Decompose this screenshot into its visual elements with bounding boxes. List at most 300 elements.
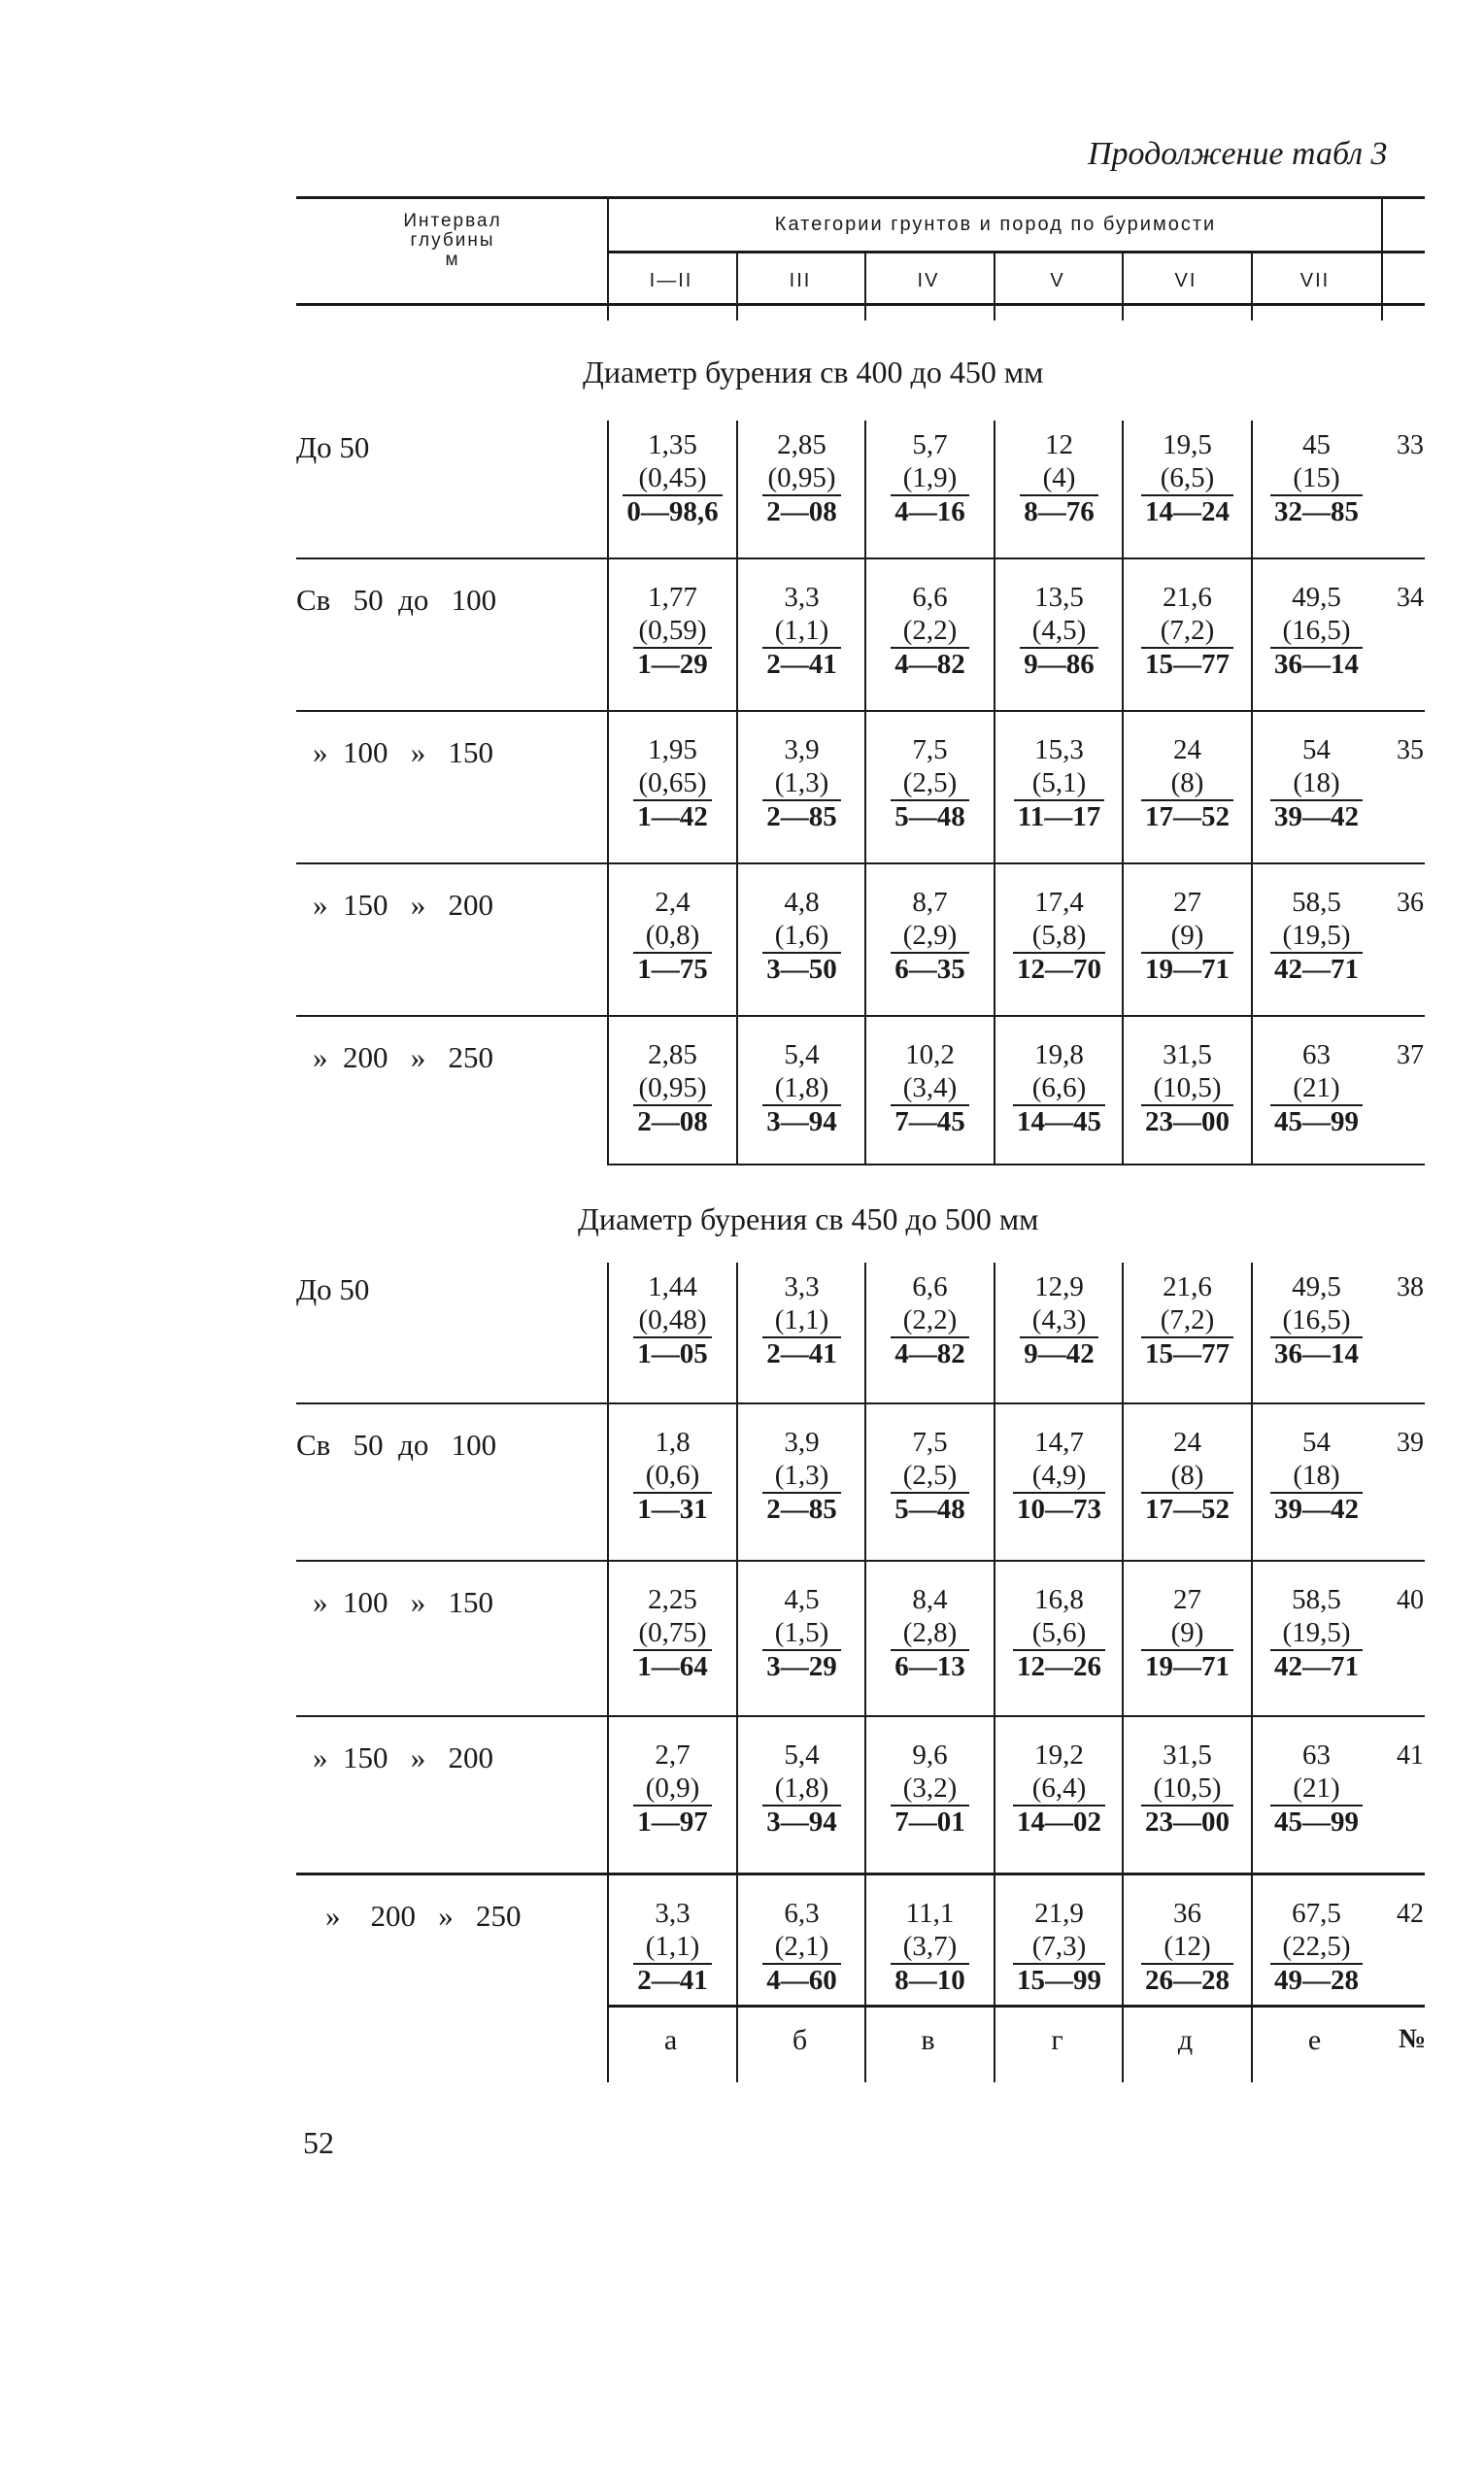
row-number: 38 xyxy=(1397,1272,1424,1302)
cell-price: 12—70 xyxy=(1013,952,1105,985)
rate-cell xyxy=(738,1583,865,1683)
header-column-divider xyxy=(1251,253,1253,321)
cell-bracket-value: (8) xyxy=(1170,1460,1204,1491)
cell-value: 6,6 xyxy=(912,582,948,613)
interval-title-line2: глубины xyxy=(410,230,495,251)
column-letter: г xyxy=(1051,2024,1063,2056)
cell-price: 11—17 xyxy=(1014,799,1104,832)
cell-bracket-value: (15) xyxy=(1293,462,1340,493)
interval-title-line1: Интервал xyxy=(403,211,502,231)
rate-cell xyxy=(1253,581,1380,681)
cell-bracket-value: (3,7) xyxy=(902,1931,958,1962)
header-interval-title xyxy=(301,212,604,270)
rate-cell xyxy=(609,1739,736,1839)
cell-price: 1—97 xyxy=(633,1805,712,1838)
cell-value: 17,4 xyxy=(1034,887,1084,918)
cell-value: 12 xyxy=(1045,429,1073,460)
cell-bracket-value: (18) xyxy=(1293,767,1340,798)
header-top-rule xyxy=(296,196,1425,199)
cell-bracket-value: (0,95) xyxy=(638,1072,707,1103)
depth-interval-label: Св 50 до 100 xyxy=(296,583,497,617)
rate-cell xyxy=(995,428,1123,528)
row-separator xyxy=(296,557,1425,559)
cell-bracket-value: (7,2) xyxy=(1160,615,1215,646)
cell-value: 1,95 xyxy=(648,734,697,765)
cell-value: 4,5 xyxy=(784,1584,820,1615)
header-column-divider xyxy=(864,253,866,321)
cell-bracket-value: (5,6) xyxy=(1031,1617,1087,1648)
cell-price: 6—35 xyxy=(891,952,969,985)
rate-cell xyxy=(1124,1583,1251,1683)
cell-bracket-value: (3,2) xyxy=(902,1773,958,1804)
cell-bracket-value: (0,8) xyxy=(645,920,700,951)
cell-bracket-value: (0,48) xyxy=(638,1304,707,1335)
cell-bracket-value: (1,3) xyxy=(774,767,829,798)
cell-value: 3,3 xyxy=(784,582,820,613)
rate-cell xyxy=(609,428,736,528)
cell-value: 58,5 xyxy=(1292,1584,1341,1615)
footer-column-divider xyxy=(864,2005,866,2082)
cell-bracket-value: (5,8) xyxy=(1031,920,1087,951)
cell-bracket-value: (10,5) xyxy=(1153,1072,1222,1103)
cell-value: 2,25 xyxy=(648,1584,697,1615)
cell-value: 21,6 xyxy=(1163,1271,1212,1302)
cell-bracket-value: (0,59) xyxy=(638,615,707,646)
rate-cell xyxy=(1124,1739,1251,1839)
depth-interval-label: До 50 xyxy=(296,1272,370,1306)
rate-cell xyxy=(995,1897,1123,1997)
rate-cell xyxy=(609,581,736,681)
cell-value: 2,7 xyxy=(655,1739,691,1771)
cell-price: 17—52 xyxy=(1141,799,1233,832)
cell-value: 9,6 xyxy=(912,1739,948,1771)
cell-bracket-value: (0,6) xyxy=(645,1460,700,1491)
cell-value: 12,9 xyxy=(1034,1271,1084,1302)
cell-value: 1,35 xyxy=(648,429,697,460)
cell-price: 9—42 xyxy=(1020,1336,1098,1369)
cell-price: 15—99 xyxy=(1013,1963,1105,1996)
row-separator xyxy=(296,1402,1425,1404)
cell-value: 16,8 xyxy=(1034,1584,1084,1615)
cell-price: 32—85 xyxy=(1270,494,1363,527)
cell-bracket-value: (1,1) xyxy=(774,615,829,646)
cell-bracket-value: (18) xyxy=(1293,1460,1340,1491)
cell-bracket-value: (6,5) xyxy=(1160,462,1215,493)
rate-cell xyxy=(866,1583,994,1683)
rate-cell xyxy=(609,1426,736,1526)
cell-price: 14—24 xyxy=(1141,494,1233,527)
interval-title-line3: м xyxy=(445,250,460,270)
row-separator xyxy=(296,862,1425,864)
rate-cell xyxy=(738,581,865,681)
cell-value: 49,5 xyxy=(1292,1271,1341,1302)
cell-bracket-value: (5,1) xyxy=(1031,767,1087,798)
cell-value: 67,5 xyxy=(1292,1898,1341,1929)
rate-cell xyxy=(609,1270,736,1370)
cell-value: 4,8 xyxy=(784,887,820,918)
rate-cell xyxy=(995,1583,1123,1683)
number-column-label: № xyxy=(1399,2024,1427,2054)
cell-value: 5,4 xyxy=(784,1739,820,1771)
column-letter: б xyxy=(792,2024,808,2056)
depth-interval-label: » 200 » 250 xyxy=(325,1899,522,1933)
cell-value: 36 xyxy=(1173,1898,1201,1929)
rate-cell xyxy=(1253,733,1380,833)
cell-bracket-value: (2,1) xyxy=(774,1931,829,1962)
rate-cell xyxy=(1124,581,1251,681)
page-reference: Продолжение табл 3 xyxy=(1088,136,1388,172)
cell-value: 31,5 xyxy=(1163,1039,1212,1070)
rate-cell xyxy=(738,1897,865,1997)
rate-cell xyxy=(1253,428,1380,528)
rate-cell xyxy=(1124,1426,1251,1526)
row-number: 42 xyxy=(1397,1899,1424,1929)
column-header: III xyxy=(789,270,812,291)
footer-rule xyxy=(607,2005,1425,2008)
cell-price: 14—02 xyxy=(1013,1805,1105,1838)
cell-price: 23—00 xyxy=(1141,1805,1233,1838)
cell-price: 0—98,6 xyxy=(623,494,722,527)
cell-price: 17—52 xyxy=(1141,1492,1233,1525)
cell-price: 6—13 xyxy=(891,1649,969,1682)
cell-price: 45—99 xyxy=(1270,1104,1363,1137)
cell-price: 3—29 xyxy=(762,1649,841,1682)
rate-cell xyxy=(995,733,1123,833)
column-header: VII xyxy=(1299,270,1331,291)
section-title: Диаметр бурения св 450 до 500 мм xyxy=(578,1201,1039,1236)
cell-price: 3—50 xyxy=(762,952,841,985)
cell-value: 2,85 xyxy=(648,1039,697,1070)
cell-bracket-value: (4,9) xyxy=(1031,1460,1087,1491)
cell-price: 1—75 xyxy=(633,952,712,985)
cell-price: 26—28 xyxy=(1141,1963,1233,1996)
footer-column-divider xyxy=(607,2005,609,2082)
rate-cell xyxy=(866,1270,994,1370)
header-column-divider xyxy=(1381,198,1383,321)
cell-bracket-value: (0,9) xyxy=(645,1773,700,1804)
rate-cell xyxy=(738,1270,865,1370)
rate-cell xyxy=(866,1897,994,1997)
cell-price: 1—31 xyxy=(633,1492,712,1525)
rate-cell xyxy=(1124,428,1251,528)
cell-bracket-value: (22,5) xyxy=(1282,1931,1351,1962)
rate-cell xyxy=(866,886,994,986)
rate-cell xyxy=(866,1426,994,1526)
cell-value: 45 xyxy=(1302,429,1331,460)
cell-value: 1,44 xyxy=(648,1271,697,1302)
column-header: IV xyxy=(917,270,940,291)
cell-price: 36—14 xyxy=(1270,647,1363,680)
rate-cell xyxy=(738,1739,865,1839)
row-separator xyxy=(296,710,1425,712)
footer-column-divider xyxy=(1122,2005,1124,2082)
cell-price: 36—14 xyxy=(1270,1336,1363,1369)
cell-price: 14—45 xyxy=(1013,1104,1105,1137)
cell-value: 6,3 xyxy=(784,1898,820,1929)
cell-price: 15—77 xyxy=(1141,647,1233,680)
cell-bracket-value: (1,8) xyxy=(774,1072,829,1103)
depth-interval-label: » 100 » 150 xyxy=(313,1585,493,1619)
footer-column-divider xyxy=(994,2005,995,2082)
cell-price: 39—42 xyxy=(1270,1492,1363,1525)
cell-bracket-value: (16,5) xyxy=(1282,615,1351,646)
cell-price: 8—10 xyxy=(891,1963,969,1996)
rate-cell xyxy=(995,886,1123,986)
cell-bracket-value: (0,75) xyxy=(638,1617,707,1648)
cell-value: 63 xyxy=(1302,1739,1331,1771)
cell-price: 7—01 xyxy=(891,1805,969,1838)
header-column-divider xyxy=(1122,253,1124,321)
rate-cell xyxy=(609,1038,736,1138)
cell-value: 8,7 xyxy=(912,887,948,918)
cell-bracket-value: (2,9) xyxy=(902,920,958,951)
rate-cell xyxy=(1124,1038,1251,1138)
rate-cell xyxy=(738,733,865,833)
cell-price: 1—42 xyxy=(633,799,712,832)
cell-value: 14,7 xyxy=(1034,1427,1084,1458)
header-column-divider xyxy=(607,198,609,321)
cell-value: 3,9 xyxy=(784,1427,820,1458)
row-number: 41 xyxy=(1397,1740,1424,1771)
rate-cell xyxy=(1124,1897,1251,1997)
rate-cell xyxy=(609,733,736,833)
cell-price: 23—00 xyxy=(1141,1104,1233,1137)
cell-value: 2,85 xyxy=(777,429,826,460)
cell-bracket-value: (6,4) xyxy=(1031,1773,1087,1804)
cell-price: 15—77 xyxy=(1141,1336,1233,1369)
cell-value: 8,4 xyxy=(912,1584,948,1615)
row-separator xyxy=(296,1560,1425,1562)
cell-value: 11,1 xyxy=(905,1898,955,1929)
depth-interval-label: До 50 xyxy=(296,430,370,464)
rate-cell xyxy=(995,581,1123,681)
cell-bracket-value: (9) xyxy=(1170,1617,1204,1648)
cell-value: 19,2 xyxy=(1034,1739,1084,1771)
column-letter: в xyxy=(921,2024,935,2056)
cell-bracket-value: (0,45) xyxy=(638,462,707,493)
row-number: 40 xyxy=(1397,1585,1424,1615)
cell-price: 2—41 xyxy=(762,647,841,680)
header-column-divider xyxy=(994,253,995,321)
cell-bracket-value: (12) xyxy=(1164,1931,1211,1962)
cell-value: 13,5 xyxy=(1034,582,1084,613)
header-column-divider xyxy=(736,253,738,321)
rate-cell xyxy=(866,1038,994,1138)
cell-price: 2—85 xyxy=(762,799,841,832)
cell-price: 19—71 xyxy=(1141,1649,1233,1682)
cell-value: 3,3 xyxy=(784,1271,820,1302)
cell-value: 19,5 xyxy=(1163,429,1212,460)
cell-price: 45—99 xyxy=(1270,1805,1363,1838)
rate-cell xyxy=(866,581,994,681)
rate-cell xyxy=(866,1739,994,1839)
cell-value: 3,3 xyxy=(655,1898,691,1929)
cell-bracket-value: (1,8) xyxy=(774,1773,829,1804)
cell-value: 58,5 xyxy=(1292,887,1341,918)
rate-cell xyxy=(995,1426,1123,1526)
cell-value: 5,4 xyxy=(784,1039,820,1070)
cell-bracket-value: (2,2) xyxy=(902,615,958,646)
cell-price: 5—48 xyxy=(891,799,969,832)
header-bottom-rule xyxy=(296,303,1425,306)
cell-price: 7—45 xyxy=(891,1104,969,1137)
cell-price: 49—28 xyxy=(1270,1963,1363,1996)
row-separator xyxy=(296,1015,1425,1017)
cell-price: 4—16 xyxy=(891,494,969,527)
depth-interval-label: Св 50 до 100 xyxy=(296,1428,497,1462)
cell-value: 3,9 xyxy=(784,734,820,765)
cell-bracket-value: (0,65) xyxy=(638,767,707,798)
cell-value: 2,4 xyxy=(655,887,691,918)
rate-cell xyxy=(1253,1426,1380,1526)
cell-price: 1—05 xyxy=(633,1336,712,1369)
rate-cell xyxy=(1253,1583,1380,1683)
cell-value: 1,8 xyxy=(655,1427,691,1458)
cell-bracket-value: (19,5) xyxy=(1282,920,1351,951)
cell-price: 4—60 xyxy=(762,1963,841,1996)
row-number: 34 xyxy=(1397,583,1424,613)
header-mid-rule xyxy=(607,251,1425,253)
rate-cell xyxy=(1253,1739,1380,1839)
categories-title: Категории грунтов и пород по буримости xyxy=(774,214,1217,235)
rate-cell xyxy=(1253,1270,1380,1370)
cell-price: 3—94 xyxy=(762,1104,841,1137)
cell-value: 6,6 xyxy=(912,1271,948,1302)
section-end-rule xyxy=(607,1164,1425,1165)
cell-value: 24 xyxy=(1173,1427,1201,1458)
cell-value: 21,6 xyxy=(1163,582,1212,613)
row-number: 36 xyxy=(1397,888,1424,918)
cell-price: 2—41 xyxy=(762,1336,841,1369)
cell-value: 54 xyxy=(1302,734,1331,765)
cell-value: 54 xyxy=(1302,1427,1331,1458)
cell-price: 39—42 xyxy=(1270,799,1363,832)
cell-bracket-value: (3,4) xyxy=(902,1072,958,1103)
cell-bracket-value: (1,5) xyxy=(774,1617,829,1648)
cell-price: 12—26 xyxy=(1013,1649,1105,1682)
cell-bracket-value: (2,2) xyxy=(902,1304,958,1335)
cell-bracket-value: (4) xyxy=(1042,462,1076,493)
cell-bracket-value: (8) xyxy=(1170,767,1204,798)
rate-cell xyxy=(609,886,736,986)
cell-bracket-value: (21) xyxy=(1293,1072,1340,1103)
rate-cell xyxy=(1253,886,1380,986)
cell-bracket-value: (9) xyxy=(1170,920,1204,951)
cell-value: 15,3 xyxy=(1034,734,1084,765)
cell-value: 27 xyxy=(1173,887,1201,918)
cell-value: 21,9 xyxy=(1034,1898,1084,1929)
cell-price: 2—85 xyxy=(762,1492,841,1525)
cell-value: 24 xyxy=(1173,734,1201,765)
cell-bracket-value: (1,6) xyxy=(774,920,829,951)
page-number: 52 xyxy=(303,2125,334,2160)
rate-cell xyxy=(738,1426,865,1526)
row-number: 33 xyxy=(1397,430,1424,460)
cell-bracket-value: (1,1) xyxy=(774,1304,829,1335)
cell-bracket-value: (7,3) xyxy=(1031,1931,1087,1962)
cell-bracket-value: (2,8) xyxy=(902,1617,958,1648)
section-title: Диаметр бурения св 400 до 450 мм xyxy=(583,355,1044,389)
cell-price: 4—82 xyxy=(891,647,969,680)
cell-value: 63 xyxy=(1302,1039,1331,1070)
cell-value: 7,5 xyxy=(912,734,948,765)
rate-cell xyxy=(738,428,865,528)
cell-bracket-value: (4,5) xyxy=(1031,615,1087,646)
cell-bracket-value: (1,1) xyxy=(645,1931,700,1962)
cell-value: 49,5 xyxy=(1292,582,1341,613)
rate-cell xyxy=(609,1583,736,1683)
cell-value: 19,8 xyxy=(1034,1039,1084,1070)
column-letter: а xyxy=(663,2024,678,2056)
depth-interval-label: » 150 » 200 xyxy=(313,888,493,922)
cell-bracket-value: (2,5) xyxy=(902,1460,958,1491)
cell-value: 1,77 xyxy=(648,582,697,613)
footer-column-divider xyxy=(1251,2005,1253,2082)
rate-cell xyxy=(1124,886,1251,986)
footer-column-divider xyxy=(736,2005,738,2082)
cell-bracket-value: (16,5) xyxy=(1282,1304,1351,1335)
depth-interval-label: » 100 » 150 xyxy=(313,735,493,769)
cell-price: 5—48 xyxy=(891,1492,969,1525)
row-number: 39 xyxy=(1397,1428,1424,1458)
cell-bracket-value: (0,95) xyxy=(767,462,836,493)
depth-interval-label: » 200 » 250 xyxy=(313,1040,493,1074)
column-header: I—II xyxy=(649,270,693,291)
rate-cell xyxy=(1124,733,1251,833)
rate-cell xyxy=(609,1897,736,1997)
cell-price: 42—71 xyxy=(1270,1649,1363,1682)
cell-bracket-value: (19,5) xyxy=(1282,1617,1351,1648)
rate-cell xyxy=(1253,1897,1380,1997)
cell-price: 2—08 xyxy=(762,494,841,527)
cell-price: 1—64 xyxy=(633,1649,712,1682)
column-header: VI xyxy=(1174,270,1197,291)
rate-cell xyxy=(738,1038,865,1138)
cell-bracket-value: (6,6) xyxy=(1031,1072,1087,1103)
cell-price: 9—86 xyxy=(1020,647,1098,680)
rate-cell xyxy=(995,1038,1123,1138)
column-letter: д xyxy=(1177,2024,1194,2056)
cell-price: 3—94 xyxy=(762,1805,841,1838)
row-separator xyxy=(296,1715,1425,1717)
rate-cell xyxy=(995,1739,1123,1839)
rate-cell xyxy=(1253,1038,1380,1138)
cell-value: 31,5 xyxy=(1163,1739,1212,1771)
cell-value: 5,7 xyxy=(912,429,948,460)
cell-bracket-value: (10,5) xyxy=(1153,1773,1222,1804)
cell-bracket-value: (21) xyxy=(1293,1773,1340,1804)
cell-value: 10,2 xyxy=(905,1039,955,1070)
rate-cell xyxy=(738,886,865,986)
depth-interval-label: » 150 » 200 xyxy=(313,1740,493,1774)
cell-bracket-value: (1,3) xyxy=(774,1460,829,1491)
cell-bracket-value: (4,3) xyxy=(1031,1304,1087,1335)
cell-bracket-value: (1,9) xyxy=(902,462,958,493)
cell-price: 2—41 xyxy=(633,1963,712,1996)
cell-price: 19—71 xyxy=(1141,952,1233,985)
cell-value: 7,5 xyxy=(912,1427,948,1458)
rate-cell xyxy=(866,428,994,528)
cell-price: 1—29 xyxy=(633,647,712,680)
cell-value: 27 xyxy=(1173,1584,1201,1615)
rate-cell xyxy=(866,733,994,833)
rate-cell xyxy=(1124,1270,1251,1370)
cell-price: 42—71 xyxy=(1270,952,1363,985)
row-number: 37 xyxy=(1397,1040,1424,1070)
cell-price: 4—82 xyxy=(891,1336,969,1369)
row-number: 35 xyxy=(1397,735,1424,765)
cell-price: 8—76 xyxy=(1020,494,1098,527)
